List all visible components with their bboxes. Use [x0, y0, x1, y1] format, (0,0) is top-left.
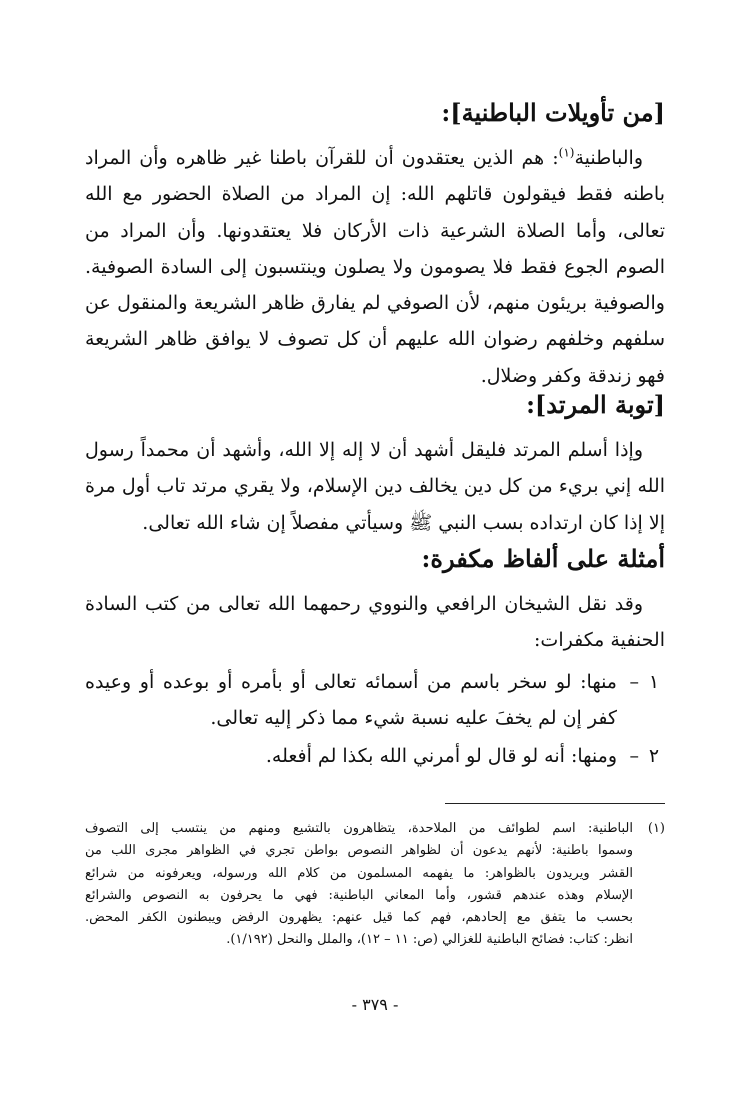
- paragraph-tawba: [85, 432, 665, 541]
- footnote-reference[interactable]: (١): [558, 145, 575, 160]
- footnote: [85, 818, 665, 952]
- paragraph-line: إلا إذا كان ارتداده بسب النبي ﷺ وسيأتي مفصلاً إن شاء الله تعالى.: [142, 511, 665, 534]
- paragraph-line: تعالى، وأما الصلاة الشرعية ذات الأركان فلا يعتقدونها. وأن المراد من: [85, 219, 665, 242]
- footnote-line: بحسب ما يتفق مع إلحادهم، فهم كما قيل عنهم: يظهرون الرفض ويبطنون الكفر المحض.: [85, 910, 633, 926]
- item-body: [85, 664, 617, 736]
- item-body: [85, 738, 617, 774]
- page-number: - ٣٧٩ -: [351, 995, 399, 1014]
- footnote-marker: (١): [647, 821, 665, 836]
- item-number: ٢: [648, 745, 660, 767]
- item-number: ١: [648, 671, 660, 693]
- paragraph-line: والصوفية بريئون منهم، لأن الصوفي لم يفارق ظاهر الشريعة والمنقول عن: [85, 292, 665, 315]
- paragraph-batiniyya: [85, 140, 665, 394]
- section-heading-tawba: [توبة المرتد]:: [526, 390, 665, 419]
- item-line: منها: لو سخر باسم من أسمائه تعالى أو بأمره أو بوعده أو وعيده: [85, 671, 617, 693]
- section-heading-amthila: أمثلة على ألفاظ مكفرة:: [421, 544, 665, 573]
- footnote-line: القشر ويريدون بالظواهر: ما يفهمه المسلمون من كلام الله ورسوله، ويعرفونه من شرائع: [85, 865, 633, 881]
- line-text: : هم الذين يعتقدون أن للقرآن باطنا غير ظاهره وأن المراد: [85, 147, 559, 169]
- item-line: ومنها: أنه لو قال لو أمرني الله بكذا لم أفعله.: [265, 745, 617, 767]
- footnote-body: [85, 818, 633, 952]
- footnote-line: الإسلام وهذه عندهم قشور، وأما المعاني الباطنية: فهي ما يحرفون به النصوص والشرائع: [85, 887, 633, 903]
- list-item: [85, 738, 665, 774]
- section-heading-batiniyya: [من تأويلات الباطنية]:: [441, 98, 665, 127]
- paragraph-line: سلفهم وخلفهم رضوان الله عليهم أن كل تصوف لا يوافق ظاهر الشريعة: [85, 328, 665, 351]
- paragraph-amthila: [85, 586, 665, 659]
- item-line: كفر إن لم يخفَ عليه نسبة شيء مما ذكر إليه تعالى.: [210, 707, 617, 729]
- paragraph-line: الصوم الجوع فقط فلا يصومون ولا يصلون وينتسبون إلى السادة الصوفية.: [85, 255, 665, 278]
- paragraph-line: وإذا أسلم المرتد فليقل أشهد أن لا إله إلا الله، وأشهد أن محمداً رسول: [85, 439, 643, 461]
- footnote-line: الباطنية: اسم لطوائف من الملاحدة، يتظاهرون بالتشيع ومنهم من ينتسب إلى التصوف: [85, 821, 633, 836]
- paragraph-line: فهو زندقة وكفر وضلال.: [480, 364, 665, 387]
- lead-word: والباطنية: [574, 147, 643, 169]
- footnote-line: انظر: كتاب: فضائح الباطنية للغزالي (ص: ١١ – ١٢)، والملل والنحل (١/١٩٢).: [226, 932, 633, 948]
- paragraph-line: [85, 140, 665, 176]
- footnote-separator: [445, 803, 665, 804]
- item-dash: –: [629, 671, 639, 693]
- paragraph-line: باطنه فقط فيقولون قاتلهم الله: إن المراد من الصلاة الحضور مع الله: [85, 183, 665, 206]
- paragraph-line: وقد نقل الشيخان الرافعي والنووي رحمهما الله تعالى من كتب السادة: [85, 593, 643, 615]
- item-dash: –: [629, 745, 639, 767]
- list-item: [85, 664, 665, 736]
- footnote-line: وسموا باطنية: لأنهم يدعون أن لظواهر النصوص بواطن تجري في الظواهر مجرى اللب من: [85, 843, 633, 859]
- paragraph-line: الحنفية مكفرات:: [534, 629, 665, 652]
- paragraph-line: الله إني بريء من كل دين يخالف دين الإسلام، ولا يقري مرتد تاب أول مرة: [85, 475, 665, 498]
